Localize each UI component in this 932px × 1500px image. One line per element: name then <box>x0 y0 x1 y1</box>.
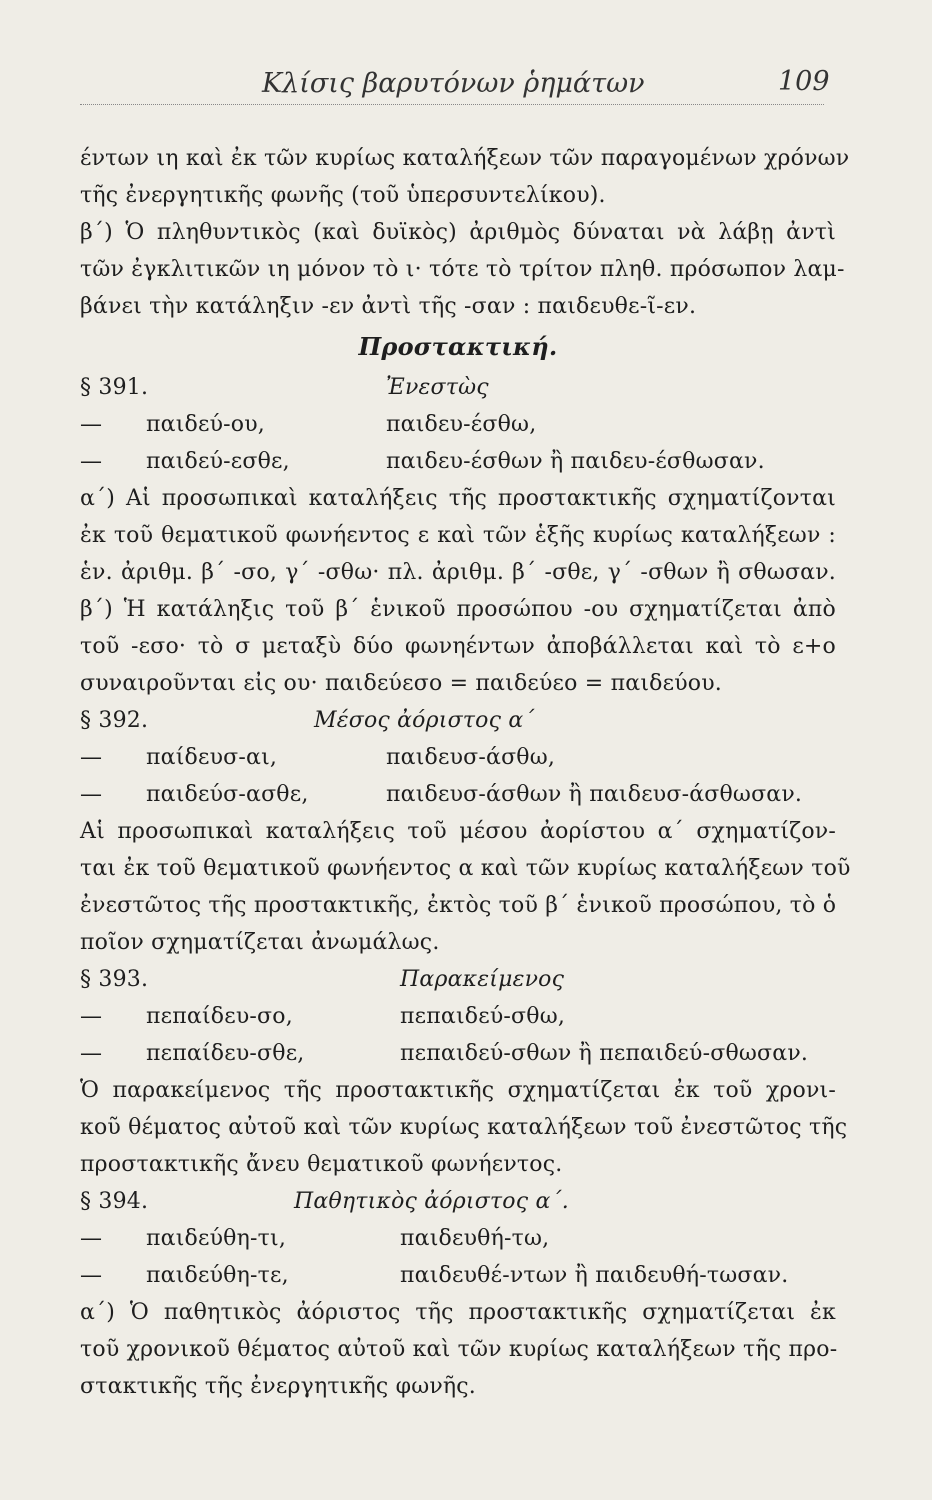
dash: — <box>80 449 103 474</box>
text-line: Αἱ προσωπικαὶ καταλήξεις τοῦ μέσου ἀορίστου α΄ σχηματίζον- <box>80 819 836 844</box>
section-number: § 394. <box>80 1189 149 1214</box>
section-number: § 392. <box>80 708 149 733</box>
section-394-heading <box>80 1183 836 1220</box>
paradigm-form: πεπαιδεύ-σθων ἢ πεπαιδεύ-σθωσαν. <box>400 1041 809 1066</box>
body-text <box>80 140 851 1405</box>
page-header <box>0 58 932 108</box>
section-title: Παθητικὸς ἀόριστος α΄. <box>294 1189 569 1214</box>
header-rule <box>80 104 824 105</box>
paradigm-form: παιδευ-έσθων ἢ παιδευ-έσθωσαν. <box>386 449 765 474</box>
paradigm-form: παιδεύσ-ασθε, <box>146 782 309 807</box>
paradigm-row <box>80 406 836 443</box>
paradigm-row <box>80 739 836 776</box>
dash: — <box>80 1004 103 1029</box>
text-line: β΄) Ἡ κατάληξις τοῦ β΄ ἑνικοῦ προσώπου -ου σχηματίζεται ἀπὸ <box>80 597 836 622</box>
paradigm-row <box>80 1035 836 1072</box>
text-line: τῶν ἐγκλιτικῶν ιη μόνον τὸ ι· τότε τὸ τρίτον πληθ. πρόσωπον λαμ- <box>80 257 845 282</box>
dash: — <box>80 745 103 770</box>
section-title: Παρακείμενος <box>400 967 565 992</box>
text-line: ἑν. ἀριθμ. β΄ -σο, γ΄ -σθω· πλ. ἀριθμ. β΄ -σθε, γ΄ -σθων ἢ σθωσαν. <box>80 560 836 585</box>
paradigm-form: παιδευθή-τω, <box>400 1226 550 1251</box>
paradigm-form: πεπαιδεύ-σθω, <box>400 1004 566 1029</box>
section-number: § 391. <box>80 375 149 400</box>
paradigm-form: παιδευθέ-ντων ἢ παιδευθή-τωσαν. <box>400 1263 789 1288</box>
text-line: βάνει τὴν κατάληξιν -εν ἀντὶ τῆς -σαν : παιδευθε-ῖ-εν. <box>80 294 697 319</box>
paradigm-row <box>80 1220 836 1257</box>
text-line: προστακτικῆς ἄνευ θεματικοῦ φωνήεντος. <box>80 1152 563 1177</box>
paradigm-form: παίδευσ-αι, <box>146 745 278 770</box>
section-title: Ἐνεστὼς <box>386 375 489 400</box>
text-line: έντων ιη καὶ ἐκ τῶν κυρίως καταλήξεων τῶν παραγομένων χρόνων <box>80 146 850 171</box>
page-number: 109 <box>778 66 830 97</box>
mood-heading: Προστακτική. <box>358 332 558 361</box>
section-number: § 393. <box>80 967 149 992</box>
text-line: ται ἐκ τοῦ θεματικοῦ φωνήεντος α καὶ τῶν κυρίως καταλήξεων τοῦ <box>80 856 851 881</box>
section-391-heading <box>80 369 836 406</box>
text-line: τῆς ἐνεργητικῆς φωνῆς (τοῦ ὑπερσυντελίκου). <box>80 183 606 208</box>
text-line: ἐνεστῶτος τῆς προστακτικῆς, ἐκτὸς τοῦ β΄ ἑνικοῦ προσώπου, τὸ ὁ <box>80 893 837 918</box>
section-title: Μέσος ἀόριστος α΄ <box>314 708 535 733</box>
text-line: συναιροῦνται εἰς ου· παιδεύεσο = παιδεύεο = παιδεύου. <box>80 671 722 696</box>
paradigm-row <box>80 998 836 1035</box>
paradigm-form: παιδευσ-άσθω, <box>386 745 556 770</box>
paradigm-form: παιδευ-έσθω, <box>386 412 537 437</box>
paradigm-form: παιδεύθη-τι, <box>146 1226 287 1251</box>
section-392-heading <box>80 702 836 739</box>
dash: — <box>80 412 103 437</box>
dash: — <box>80 782 103 807</box>
text-line: α΄) Αἱ προσωπικαὶ καταλήξεις τῆς προστακτικῆς σχηματίζονται <box>80 486 836 511</box>
text-line: ἐκ τοῦ θεματικοῦ φωνήεντος ε καὶ τῶν ἑξῆς κυρίως καταλήξεων : <box>80 523 836 548</box>
paradigm-form: παιδεύθη-τε, <box>146 1263 289 1288</box>
running-title: Κλίσις βαρυτόνων ῥημάτων <box>262 68 645 99</box>
text-line: κοῦ θέματος αὐτοῦ καὶ τῶν κυρίως καταλήξεων τοῦ ἐνεστῶτος τῆς <box>80 1115 848 1140</box>
section-393-heading <box>80 961 836 998</box>
text-line: Ὁ παρακείμενος τῆς προστακτικῆς σχηματίζεται ἐκ τοῦ χρονι- <box>80 1078 836 1103</box>
paradigm-row <box>80 776 836 813</box>
text-line: στακτικῆς τῆς ἐνεργητικῆς φωνῆς. <box>80 1374 476 1399</box>
paradigm-form: πεπαίδευ-σθε, <box>146 1041 305 1066</box>
dash: — <box>80 1041 103 1066</box>
text-line: α΄) Ὁ παθητικὸς ἀόριστος τῆς προστακτικῆς σχηματίζεται ἐκ <box>80 1300 836 1325</box>
text-line: β΄) Ὁ πληθυντικὸς (καὶ δυϊκὸς) ἀριθμὸς δύναται νὰ λάβῃ ἀντὶ <box>80 220 836 245</box>
dash: — <box>80 1263 103 1288</box>
paradigm-form: παιδεύ-ου, <box>146 412 266 437</box>
text-line: τοῦ χρονικοῦ θέματος αὐτοῦ καὶ τῶν κυρίως καταλήξεων τῆς προ- <box>80 1337 838 1362</box>
text-line: τοῦ -εσο· τὸ σ μεταξὺ δύο φωνηέντων ἀποβάλλεται καὶ τὸ ε+ο <box>80 634 836 659</box>
paradigm-row <box>80 1257 836 1294</box>
paradigm-row <box>80 443 836 480</box>
paradigm-form: παιδεύ-εσθε, <box>146 449 290 474</box>
dash: — <box>80 1226 103 1251</box>
paradigm-form: πεπαίδευ-σο, <box>146 1004 293 1029</box>
paradigm-form: παιδευσ-άσθων ἢ παιδευσ-άσθωσαν. <box>386 782 803 807</box>
text-line: ποῖον σχηματίζεται ἀνωμάλως. <box>80 930 440 955</box>
